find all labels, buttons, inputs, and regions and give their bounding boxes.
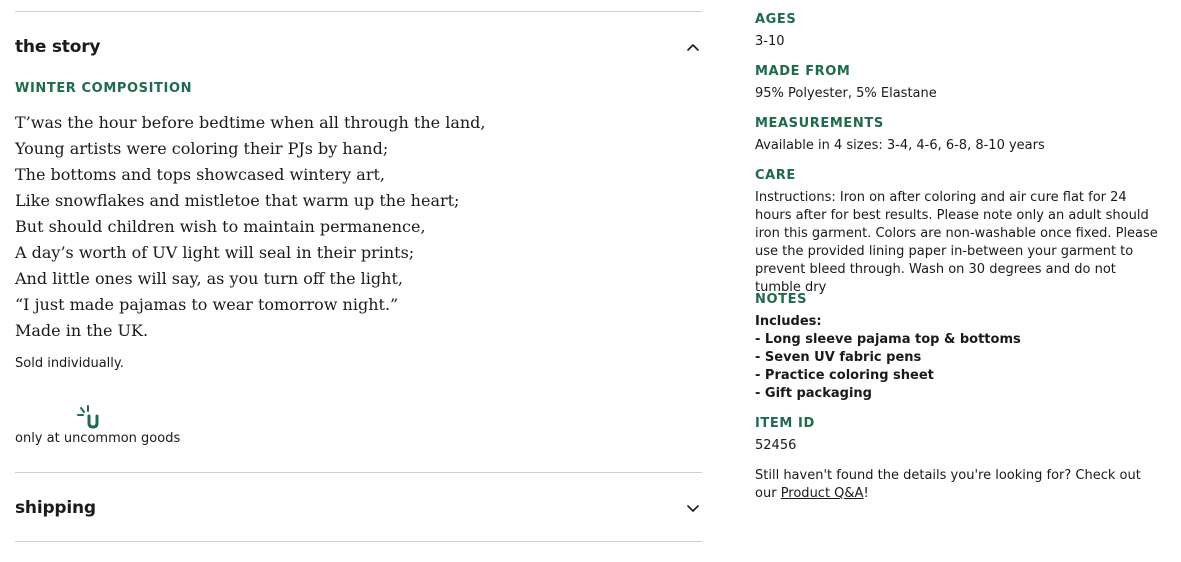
poem-line: Made in the UK. xyxy=(15,321,149,340)
notes-item: Includes: xyxy=(755,314,822,329)
uncommon-goods-logo-icon xyxy=(77,405,103,431)
notes-label: NOTES xyxy=(755,292,808,307)
faq-note xyxy=(755,467,1160,503)
chevron-down-icon[interactable] xyxy=(686,501,700,515)
poem xyxy=(15,110,702,344)
shipping-title: shipping xyxy=(15,498,96,518)
notes-item: - Long sleeve pajama top & bottoms xyxy=(755,332,1021,347)
care-label: CARE xyxy=(755,168,796,183)
item-id-value: 52456 xyxy=(755,438,797,453)
made-from-label: MADE FROM xyxy=(755,64,851,79)
care-value: Instructions: Iron on after coloring and air cure flat for 24 hours after for best results. Please note only an adult should iron this garment. Colors are non-washable once fixed. Please use the provided lining paper in-between your garment to prevent bleed through. Wash on 30 degrees and do not tumble dry xyxy=(755,190,1158,295)
poem-line: A day’s worth of UV light will seal in their prints; xyxy=(15,243,415,262)
ages-label: AGES xyxy=(755,12,797,27)
notes-item: - Practice coloring sheet xyxy=(755,368,934,383)
poem-line: T’was the hour before bedtime when all through the land, xyxy=(15,113,486,132)
poem-line: Like snowflakes and mistletoe that warm up the heart; xyxy=(15,191,460,210)
divider xyxy=(15,472,702,473)
poem-line: Young artists were coloring their PJs by hand; xyxy=(15,139,389,158)
story-title: the story xyxy=(15,37,101,57)
poem-line: But should children wish to maintain permanence, xyxy=(15,217,426,236)
divider xyxy=(15,11,702,12)
chevron-up-icon[interactable] xyxy=(686,40,700,54)
measurements-label: MEASUREMENTS xyxy=(755,116,884,131)
notes-item: - Gift packaging xyxy=(755,386,872,401)
sold-individually-note: Sold individually. xyxy=(15,356,124,371)
divider xyxy=(15,541,702,542)
poem-line: And little ones will say, as you turn off the light, xyxy=(15,269,403,288)
notes-item: - Seven UV fabric pens xyxy=(755,350,922,365)
faq-suffix: ! xyxy=(863,486,869,501)
story-accordion-header[interactable] xyxy=(15,32,702,62)
exclusive-label: only at uncommon goods xyxy=(15,431,181,446)
shipping-accordion-header[interactable] xyxy=(15,493,702,523)
product-qa-link[interactable]: Product Q&A xyxy=(780,486,864,501)
story-subheading: WINTER COMPOSITION xyxy=(15,81,193,96)
made-from-value: 95% Polyester, 5% Elastane xyxy=(755,86,937,101)
poem-line: The bottoms and tops showcased wintery art, xyxy=(15,165,385,184)
ages-value: 3-10 xyxy=(755,34,785,49)
measurements-value: Available in 4 sizes: 3-4, 4-6, 6-8, 8-10 years xyxy=(755,138,1045,153)
notes-list xyxy=(755,313,1160,403)
faq-text: Still haven't found the details you're looking for? Check out our xyxy=(755,468,1141,501)
item-id-label: ITEM ID xyxy=(755,416,815,431)
poem-line: “I just made pajamas to wear tomorrow night.” xyxy=(15,295,399,314)
